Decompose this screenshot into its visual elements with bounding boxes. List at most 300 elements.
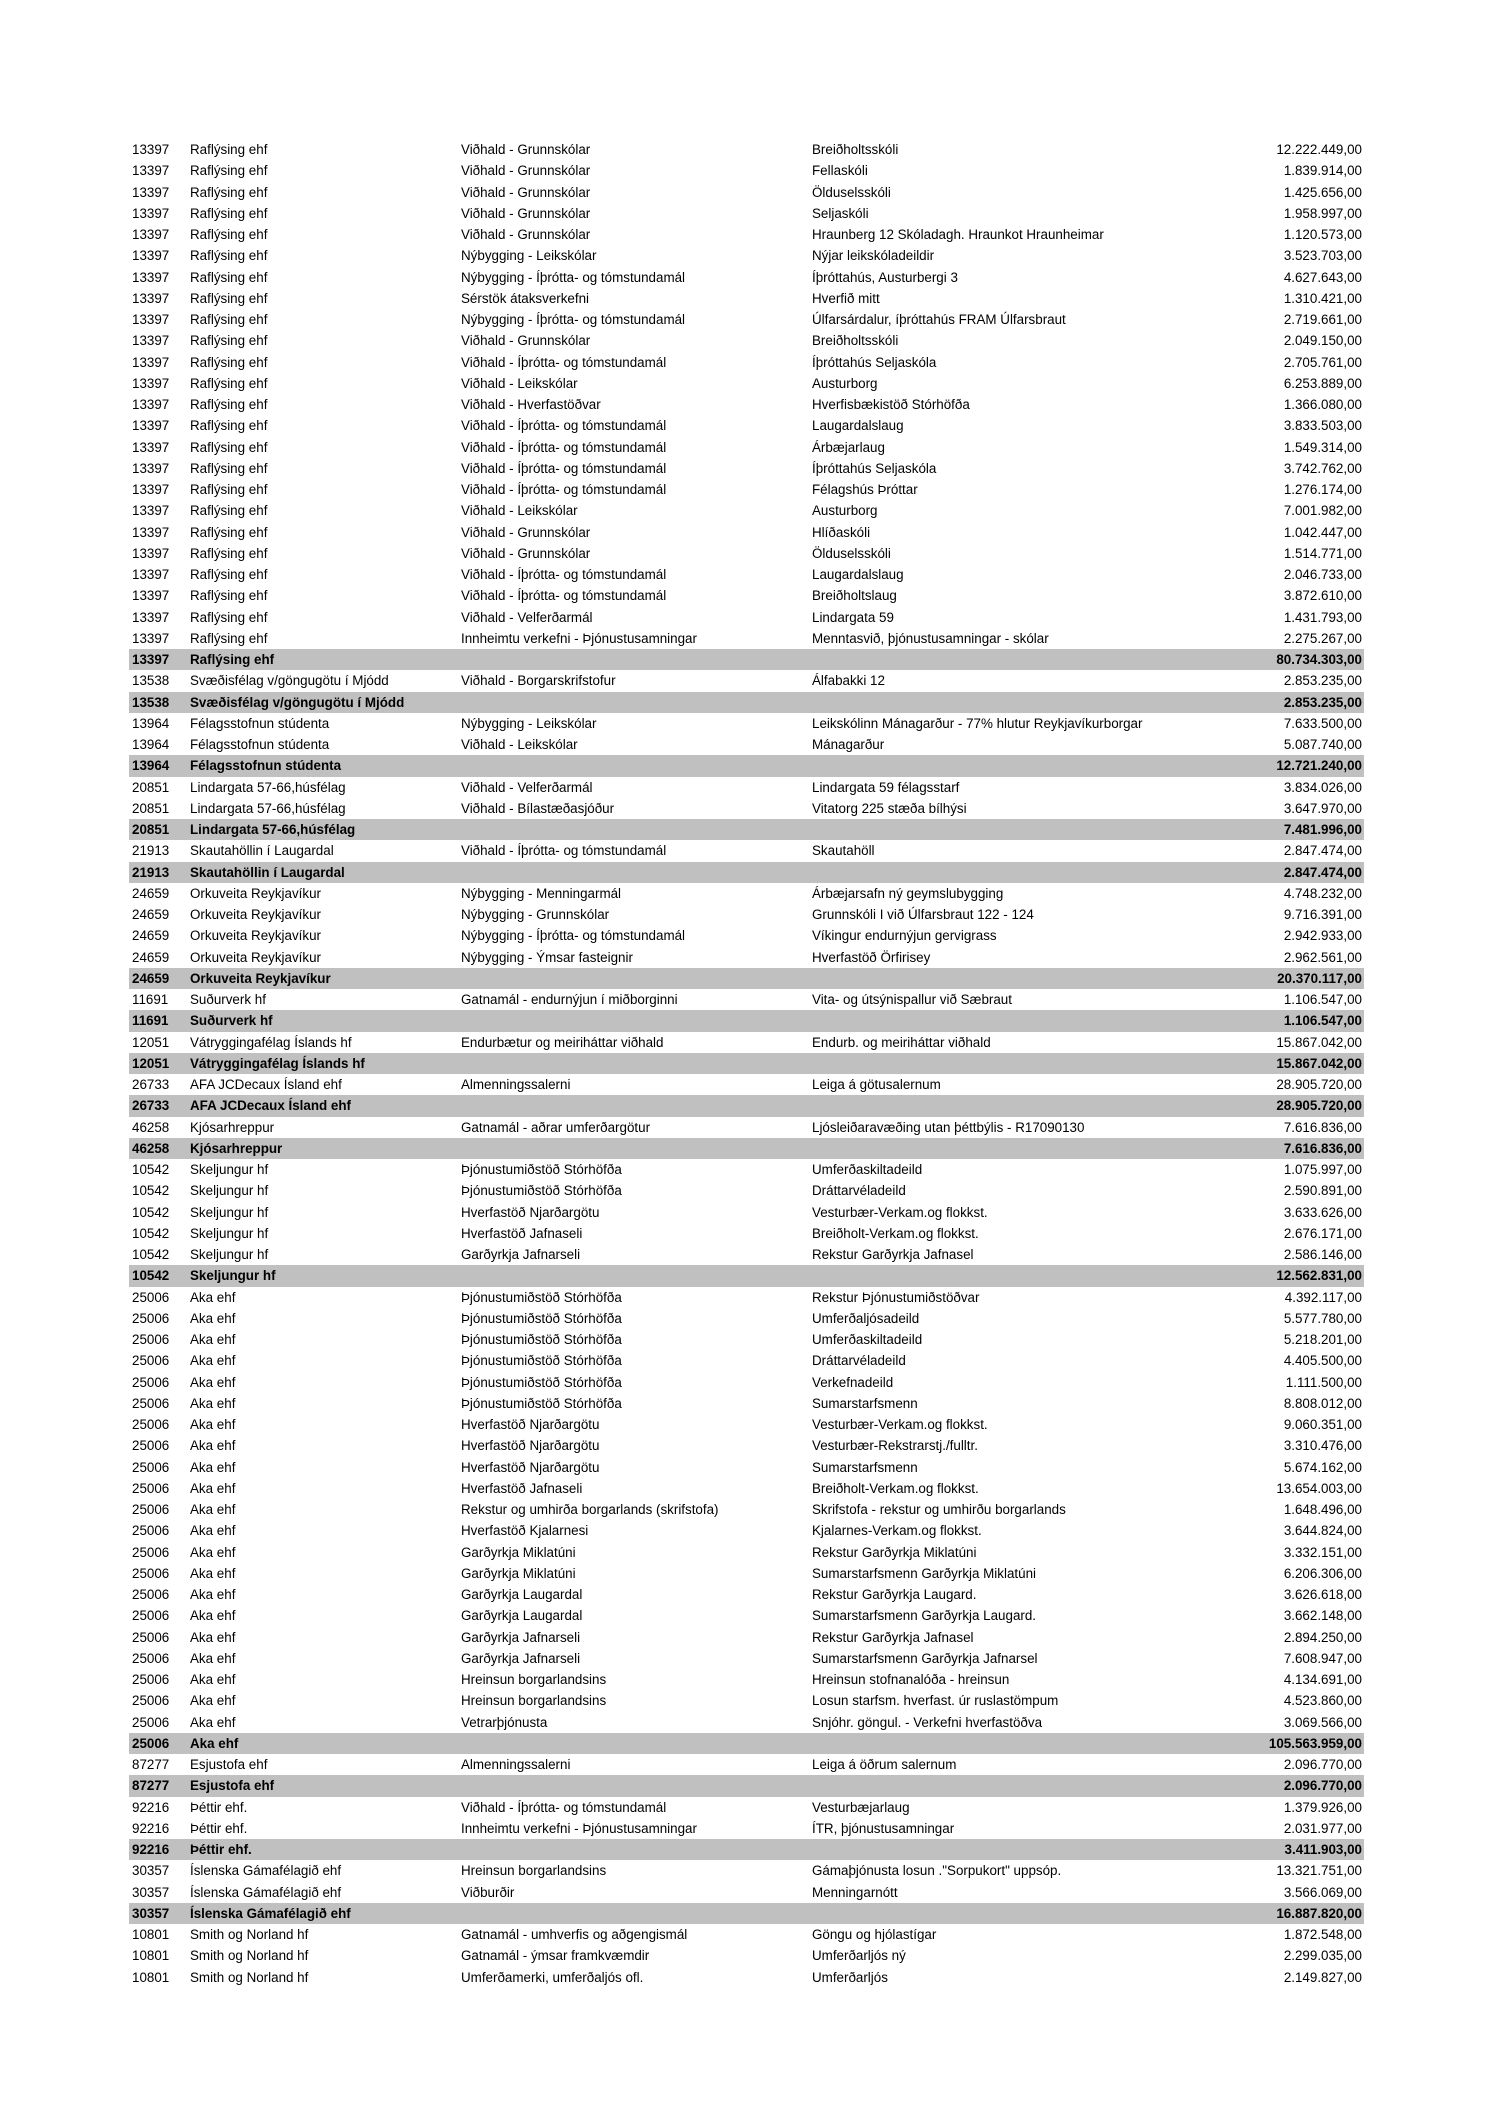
vendor-id-cell: 25006 — [132, 1587, 170, 1602]
vendor-name-cell: AFA JCDecaux Ísland ehf — [190, 1077, 342, 1092]
amount-cell: 1.549.314,00 — [1283, 439, 1362, 455]
vendor-name-cell: Raflýsing ehf — [190, 524, 268, 540]
vendor-name-cell: Íslenska Gámafélagið ehf — [190, 1863, 342, 1879]
category-cell: Nýbygging - Íþrótta- og tómstundamál — [461, 312, 686, 327]
vendor-name-cell: Skeljungur hf — [190, 1204, 269, 1220]
vendor-id-cell: 13397 — [132, 312, 170, 327]
vendor-id-cell: 13397 — [132, 418, 170, 434]
vendor-id-cell: 13397 — [132, 460, 170, 476]
vendor-id-cell: 25006 — [132, 1395, 170, 1411]
category-cell: Nýbygging - Menningarmál — [461, 885, 622, 901]
amount-cell: 2.590.891,00 — [1283, 1183, 1362, 1199]
table-row — [129, 1542, 1364, 1563]
project-cell: Hreinsun stofnanalóða - hreinsun — [812, 1672, 1010, 1687]
vendor-id-cell: 25006 — [132, 1629, 170, 1645]
project-cell: Menningarnótt — [812, 1884, 898, 1900]
vendor-name-cell: Lindargata 57-66,húsfélag — [190, 779, 346, 795]
vendor-name-cell: Aka ehf — [190, 1650, 236, 1666]
vendor-name-cell: Raflýsing ehf — [190, 248, 268, 264]
vendor-id-cell: 10542 — [132, 1204, 170, 1220]
vendor-name-cell: Orkuveita Reykjavíkur — [190, 970, 331, 986]
amount-cell: 3.626.618,00 — [1283, 1587, 1362, 1602]
vendor-name-cell: Raflýsing ehf — [190, 503, 268, 519]
amount-cell: 5.674.162,00 — [1283, 1459, 1362, 1475]
vendor-name-cell: Aka ehf — [190, 1310, 236, 1326]
amount-cell: 2.096.770,00 — [1283, 1778, 1362, 1794]
project-cell: Endurb. og meiriháttar viðhald — [812, 1034, 991, 1050]
amount-cell: 3.647.970,00 — [1283, 800, 1362, 816]
vendor-name-cell: Raflýsing ehf — [190, 439, 268, 455]
amount-cell: 4.405.500,00 — [1283, 1353, 1362, 1369]
vendor-name-cell: Íslenska Gámafélagið ehf — [190, 1905, 351, 1921]
vendor-name-cell: Skeljungur hf — [190, 1247, 269, 1262]
vendor-id-cell: 10542 — [132, 1268, 170, 1284]
amount-cell: 28.905.720,00 — [1276, 1077, 1362, 1092]
vendor-name-cell: Vátryggingafélag Íslands hf — [190, 1055, 365, 1071]
table-row — [129, 1712, 1364, 1733]
category-cell: Viðhald - Borgarskrifstofur — [461, 673, 616, 689]
amount-cell: 5.087.740,00 — [1283, 737, 1362, 752]
table-row — [129, 628, 1364, 649]
category-cell: Viðhald - Íþrótta- og tómstundamál — [461, 588, 667, 604]
vendor-name-cell: Aka ehf — [190, 1438, 236, 1454]
amount-cell: 7.001.982,00 — [1283, 503, 1362, 519]
vendor-id-cell: 13397 — [132, 375, 170, 391]
vendor-id-cell: 24659 — [132, 928, 170, 944]
table-row — [129, 543, 1364, 564]
amount-cell: 2.049.150,00 — [1283, 333, 1362, 349]
amount-cell: 1.872.548,00 — [1283, 1927, 1362, 1942]
subtotal-row — [129, 819, 1364, 840]
project-cell: Úlfarsárdalur, íþróttahús FRAM Úlfarsbraut — [812, 312, 1066, 327]
project-cell: Hlíðaskóli — [812, 524, 871, 540]
vendor-id-cell: 13397 — [132, 503, 170, 519]
subtotal-row — [129, 1839, 1364, 1860]
project-cell: Vesturbær-Verkam.og flokkst. — [812, 1417, 988, 1432]
amount-cell: 7.616.836,00 — [1283, 1140, 1362, 1156]
vendor-id-cell: 20851 — [132, 800, 170, 816]
table-row — [129, 1202, 1364, 1223]
project-cell: Vesturbær-Verkam.og flokkst. — [812, 1204, 988, 1220]
amount-cell: 28.905.720,00 — [1276, 1098, 1362, 1114]
amount-cell: 80.734.303,00 — [1276, 652, 1362, 667]
project-cell: Fellaskóli — [812, 163, 868, 179]
vendor-name-cell: Raflýsing ehf — [190, 354, 268, 370]
project-cell: Skrifstofa - rekstur og umhirðu borgarlands — [812, 1502, 1066, 1517]
vendor-id-cell: 10542 — [132, 1225, 170, 1241]
amount-cell: 2.676.171,00 — [1283, 1225, 1362, 1241]
category-cell: Hverfastöð Njarðargötu — [461, 1417, 600, 1432]
vendor-name-cell: Raflýsing ehf — [190, 652, 275, 667]
amount-cell: 16.887.820,00 — [1276, 1905, 1362, 1921]
table-row — [129, 1329, 1364, 1350]
vendor-name-cell: Aka ehf — [190, 1395, 236, 1411]
category-cell: Nýbygging - Ýmsar fasteignir — [461, 949, 633, 965]
category-cell: Vetrarþjónusta — [461, 1714, 548, 1730]
vendor-id-cell: 10542 — [132, 1247, 170, 1262]
category-cell: Viðhald - Leikskólar — [461, 737, 578, 752]
table-row — [129, 1074, 1364, 1095]
category-cell: Sérstök átaksverkefni — [461, 290, 590, 306]
amount-cell: 7.616.836,00 — [1283, 1119, 1362, 1135]
category-cell: Þjónustumiðstöð Stórhöfða — [461, 1162, 622, 1177]
vendor-name-cell: Raflýsing ehf — [190, 205, 268, 221]
amount-cell: 4.523.860,00 — [1283, 1693, 1362, 1709]
project-cell: Rekstur Garðyrkja Jafnasel — [812, 1629, 974, 1645]
amount-cell: 20.370.117,00 — [1277, 970, 1362, 986]
vendor-id-cell: 13538 — [132, 673, 170, 689]
amount-cell: 1.839.914,00 — [1283, 163, 1362, 179]
project-cell: Rekstur Garðyrkja Laugard. — [812, 1587, 977, 1602]
amount-cell: 2.299.035,00 — [1283, 1948, 1362, 1964]
vendor-name-cell: Raflýsing ehf — [190, 482, 268, 497]
table-row — [129, 1223, 1364, 1244]
table-row — [129, 1797, 1364, 1818]
table-row — [129, 1563, 1364, 1584]
category-cell: Hreinsun borgarlandsins — [461, 1863, 607, 1879]
category-cell: Þjónustumiðstöð Stórhöfða — [461, 1353, 622, 1369]
vendor-id-cell: 25006 — [132, 1693, 170, 1709]
table-row — [129, 734, 1364, 755]
vendor-name-cell: Raflýsing ehf — [190, 397, 268, 412]
table-row — [129, 139, 1364, 160]
table-row — [129, 203, 1364, 224]
project-cell: Lindargata 59 — [812, 609, 894, 625]
vendor-id-cell: 13397 — [132, 652, 170, 667]
vendor-id-cell: 13397 — [132, 248, 170, 264]
category-cell: Hreinsun borgarlandsins — [461, 1672, 607, 1687]
category-cell: Umferðamerki, umferðaljós ofl. — [461, 1969, 644, 1985]
project-cell: Umferðaskiltadeild — [812, 1332, 923, 1347]
vendor-name-cell: Raflýsing ehf — [190, 375, 268, 391]
vendor-name-cell: Aka ehf — [190, 1544, 236, 1560]
category-cell: Gatnamál - aðrar umferðargötur — [461, 1119, 651, 1135]
project-cell: Ölduselsskóli — [812, 184, 891, 200]
project-cell: Breiðholt-Verkam.og flokkst. — [812, 1480, 979, 1496]
table-row — [129, 437, 1364, 458]
project-cell: Álfabakki 12 — [812, 673, 885, 689]
amount-cell: 12.721.240,00 — [1276, 758, 1362, 774]
vendor-name-cell: Kjósarhreppur — [190, 1140, 283, 1156]
vendor-id-cell: 30357 — [132, 1863, 170, 1879]
table-row — [129, 1669, 1364, 1690]
category-cell: Almenningssalerni — [461, 1757, 571, 1772]
amount-cell: 2.705.761,00 — [1283, 354, 1362, 370]
category-cell: Þjónustumiðstöð Stórhöfða — [461, 1374, 622, 1390]
project-cell: Hverfisbækistöð Stórhöfða — [812, 397, 970, 412]
project-cell: Rekstur Garðyrkja Jafnasel — [812, 1247, 974, 1262]
amount-cell: 12.562.831,00 — [1276, 1268, 1362, 1284]
table-row — [129, 1032, 1364, 1053]
category-cell: Viðhald - Grunnskólar — [461, 184, 591, 200]
project-cell: Laugardalslaug — [812, 418, 904, 434]
project-cell: Hverfastöð Örfirisey — [812, 949, 931, 965]
table-row — [129, 1924, 1364, 1945]
amount-cell: 3.834.026,00 — [1283, 779, 1362, 795]
subtotal-row — [129, 692, 1364, 713]
project-cell: Grunnskóli I við Úlfarsbraut 122 - 124 — [812, 907, 1034, 922]
amount-cell: 3.069.566,00 — [1283, 1714, 1362, 1730]
amount-cell: 2.847.474,00 — [1283, 864, 1362, 880]
vendor-name-cell: Þéttir ehf. — [190, 1820, 248, 1836]
category-cell: Endurbætur og meiriháttar viðhald — [461, 1034, 664, 1050]
table-row — [129, 160, 1364, 181]
category-cell: Viðhald - Bílastæðasjóður — [461, 800, 615, 816]
table-row — [129, 1372, 1364, 1393]
category-cell: Viðhald - Grunnskólar — [461, 524, 591, 540]
vendor-name-cell: Aka ehf — [190, 1332, 236, 1347]
vendor-name-cell: Suðurverk hf — [190, 992, 266, 1007]
vendor-id-cell: 13397 — [132, 354, 170, 370]
category-cell: Nýbygging - Leikskólar — [461, 715, 597, 731]
vendor-name-cell: Kjósarhreppur — [190, 1119, 275, 1135]
category-cell: Hverfastöð Njarðargötu — [461, 1438, 600, 1454]
project-cell: Umferðaskiltadeild — [812, 1162, 923, 1177]
project-cell: Rekstur Þjónustumiðstöðvar — [812, 1289, 980, 1305]
table-row — [129, 1520, 1364, 1541]
table-row — [129, 713, 1364, 734]
vendor-name-cell: Esjustofa ehf — [190, 1757, 268, 1772]
vendor-id-cell: 87277 — [132, 1757, 170, 1772]
amount-cell: 2.046.733,00 — [1283, 567, 1362, 582]
amount-cell: 8.808.012,00 — [1283, 1395, 1362, 1411]
table-row — [129, 1605, 1364, 1626]
project-cell: Umferðaljósadeild — [812, 1310, 920, 1326]
project-cell: Íþróttahús, Austurbergi 3 — [812, 269, 958, 285]
subtotal-row — [129, 1733, 1364, 1754]
vendor-name-cell: AFA JCDecaux Ísland ehf — [190, 1098, 351, 1114]
amount-cell: 4.748.232,00 — [1283, 885, 1362, 901]
vendor-name-cell: Smith og Norland hf — [190, 1927, 309, 1942]
table-row — [129, 1882, 1364, 1903]
project-cell: Íþróttahús Seljaskóla — [812, 460, 937, 476]
table-row — [129, 1818, 1364, 1839]
project-cell: Umferðarljós ný — [812, 1948, 906, 1964]
category-cell: Rekstur og umhirða borgarlands (skrifstofa) — [461, 1502, 719, 1517]
project-cell: Umferðarljós — [812, 1969, 888, 1985]
table-row — [129, 1860, 1364, 1881]
vendor-id-cell: 25006 — [132, 1353, 170, 1369]
vendor-name-cell: Aka ehf — [190, 1735, 239, 1751]
category-cell: Hverfastöð Kjalarnesi — [461, 1523, 589, 1539]
category-cell: Viðhald - Leikskólar — [461, 375, 578, 391]
category-cell: Innheimtu verkefni - Þjónustusamningar — [461, 630, 697, 646]
project-cell: Íþróttahús Seljaskóla — [812, 354, 937, 370]
project-cell: Breiðholtsskóli — [812, 333, 899, 349]
vendor-name-cell: Aka ehf — [190, 1672, 236, 1687]
project-cell: Leiga á götusalernum — [812, 1077, 941, 1092]
vendor-name-cell: Esjustofa ehf — [190, 1778, 275, 1794]
subtotal-row — [129, 755, 1364, 776]
project-cell: Breiðholtsskóli — [812, 142, 899, 157]
vendor-name-cell: Raflýsing ehf — [190, 333, 268, 349]
amount-cell: 13.321.751,00 — [1276, 1863, 1362, 1879]
vendor-name-cell: Raflýsing ehf — [190, 290, 268, 306]
amount-cell: 3.332.151,00 — [1283, 1544, 1362, 1560]
vendor-id-cell: 12051 — [132, 1055, 170, 1071]
amount-cell: 1.276.174,00 — [1283, 482, 1362, 497]
vendor-name-cell: Félagsstofnun stúdenta — [190, 758, 342, 774]
category-cell: Hverfastöð Jafnaseli — [461, 1225, 583, 1241]
table-row — [129, 798, 1364, 819]
amount-cell: 1.514.771,00 — [1283, 545, 1362, 561]
category-cell: Viðhald - Grunnskólar — [461, 333, 591, 349]
vendor-name-cell: Raflýsing ehf — [190, 227, 268, 242]
vendor-id-cell: 13397 — [132, 588, 170, 604]
vendor-name-cell: Skeljungur hf — [190, 1268, 276, 1284]
subtotal-row — [129, 1053, 1364, 1074]
category-cell: Þjónustumiðstöð Stórhöfða — [461, 1183, 622, 1199]
vendor-name-cell: Smith og Norland hf — [190, 1948, 309, 1964]
table-row — [129, 1754, 1364, 1775]
project-cell: ÍTR, þjónustusamningar — [812, 1820, 955, 1836]
vendor-id-cell: 25006 — [132, 1672, 170, 1687]
table-row — [129, 1117, 1364, 1138]
table-row — [129, 224, 1364, 245]
vendor-name-cell: Raflýsing ehf — [190, 269, 268, 285]
vendor-name-cell: Svæðisfélag v/göngugötu í Mjódd — [190, 694, 405, 710]
vendor-name-cell: Raflýsing ehf — [190, 312, 268, 327]
vendor-name-cell: Aka ehf — [190, 1565, 236, 1581]
vendor-id-cell: 25006 — [132, 1544, 170, 1560]
vendor-id-cell: 13397 — [132, 567, 170, 582]
vendor-id-cell: 25006 — [132, 1608, 170, 1624]
project-cell: Dráttarvéladeild — [812, 1353, 906, 1369]
vendor-id-cell: 10801 — [132, 1969, 170, 1985]
vendor-id-cell: 25006 — [132, 1438, 170, 1454]
amount-cell: 1.120.573,00 — [1283, 227, 1362, 242]
vendor-id-cell: 46258 — [132, 1140, 170, 1156]
subtotal-row — [129, 968, 1364, 989]
vendor-id-cell: 13397 — [132, 397, 170, 412]
vendor-id-cell: 10542 — [132, 1162, 170, 1177]
amount-cell: 2.942.933,00 — [1283, 928, 1362, 944]
vendor-name-cell: Skeljungur hf — [190, 1183, 269, 1199]
category-cell: Garðyrkja Jafnarseli — [461, 1650, 581, 1666]
vendor-id-cell: 13397 — [132, 545, 170, 561]
category-cell: Viðhald - Íþrótta- og tómstundamál — [461, 1799, 667, 1815]
project-cell: Austurborg — [812, 375, 878, 391]
amount-cell: 5.218.201,00 — [1283, 1332, 1362, 1347]
vendor-name-cell: Aka ehf — [190, 1417, 236, 1432]
table-row — [129, 607, 1364, 628]
vendor-id-cell: 25006 — [132, 1565, 170, 1581]
amount-cell: 4.392.117,00 — [1284, 1289, 1362, 1305]
vendor-id-cell: 20851 — [132, 822, 170, 837]
amount-cell: 9.060.351,00 — [1283, 1417, 1362, 1432]
vendor-name-cell: Orkuveita Reykjavíkur — [190, 907, 321, 922]
category-cell: Garðyrkja Laugardal — [461, 1587, 583, 1602]
project-cell: Vita- og útsýnispallur við Sæbraut — [812, 992, 1012, 1007]
category-cell: Viðhald - Grunnskólar — [461, 205, 591, 221]
table-row — [129, 1393, 1364, 1414]
category-cell: Garðyrkja Jafnarseli — [461, 1247, 581, 1262]
category-cell: Nýbygging - Grunnskólar — [461, 907, 610, 922]
project-cell: Vesturbær-Rekstrarstj./fulltr. — [812, 1438, 978, 1454]
vendor-id-cell: 21913 — [132, 864, 170, 880]
category-cell: Hverfastöð Njarðargötu — [461, 1204, 600, 1220]
project-cell: Sumarstarfsmenn — [812, 1395, 918, 1411]
project-cell: Sumarstarfsmenn Garðyrkja Miklatúni — [812, 1565, 1036, 1581]
vendor-id-cell: 13397 — [132, 269, 170, 285]
amount-cell: 1.042.447,00 — [1283, 524, 1362, 540]
amount-cell: 3.566.069,00 — [1283, 1884, 1362, 1900]
vendor-name-cell: Raflýsing ehf — [190, 418, 268, 434]
vendor-id-cell: 24659 — [132, 949, 170, 965]
amount-cell: 1.431.793,00 — [1283, 609, 1362, 625]
project-cell: Nýjar leikskóladeildir — [812, 248, 935, 264]
vendor-id-cell: 13397 — [132, 630, 170, 646]
project-cell: Leikskólinn Mánagarður - 77% hlutur Reykjavíkurborgar — [812, 715, 1143, 731]
table-row — [129, 585, 1364, 606]
amount-cell: 2.962.561,00 — [1283, 949, 1362, 965]
category-cell: Gatnamál - ýmsar framkvæmdir — [461, 1948, 650, 1964]
payments-table — [129, 139, 1364, 1988]
table-row — [129, 840, 1364, 861]
table-row — [129, 670, 1364, 691]
table-row — [129, 1584, 1364, 1605]
vendor-name-cell: Orkuveita Reykjavíkur — [190, 949, 321, 965]
category-cell: Þjónustumiðstöð Stórhöfða — [461, 1332, 622, 1347]
project-cell: Hraunberg 12 Skóladagh. Hraunkot Hraunheimar — [812, 227, 1104, 242]
project-cell: Rekstur Garðyrkja Miklatúni — [812, 1544, 977, 1560]
vendor-id-cell: 26733 — [132, 1098, 170, 1114]
vendor-id-cell: 12051 — [132, 1034, 170, 1050]
category-cell: Nýbygging - Íþrótta- og tómstundamál — [461, 928, 686, 944]
vendor-name-cell: Aka ehf — [190, 1289, 236, 1305]
vendor-id-cell: 13397 — [132, 609, 170, 625]
vendor-name-cell: Raflýsing ehf — [190, 142, 268, 157]
project-cell: Víkingur endurnýjun gervigrass — [812, 928, 997, 944]
table-row — [129, 288, 1364, 309]
category-cell: Þjónustumiðstöð Stórhöfða — [461, 1395, 622, 1411]
project-cell: Verkefnadeild — [812, 1374, 894, 1390]
vendor-name-cell: Raflýsing ehf — [190, 630, 268, 646]
amount-cell: 1.111.500,00 — [1285, 1374, 1362, 1390]
subtotal-row — [129, 1010, 1364, 1031]
vendor-id-cell: 92216 — [132, 1820, 170, 1836]
amount-cell: 2.275.267,00 — [1283, 630, 1362, 646]
vendor-id-cell: 24659 — [132, 885, 170, 901]
category-cell: Viðburðir — [461, 1884, 515, 1900]
category-cell: Hreinsun borgarlandsins — [461, 1693, 607, 1709]
project-cell: Vesturbæjarlaug — [812, 1799, 910, 1815]
table-row — [129, 415, 1364, 436]
table-row — [129, 458, 1364, 479]
amount-cell: 1.379.926,00 — [1283, 1799, 1362, 1815]
table-row — [129, 777, 1364, 798]
vendor-id-cell: 13397 — [132, 184, 170, 200]
amount-cell: 1.648.496,00 — [1283, 1502, 1362, 1517]
project-cell: Losun starfsm. hverfast. úr ruslastömpum — [812, 1693, 1059, 1709]
vendor-name-cell: Skeljungur hf — [190, 1225, 269, 1241]
amount-cell: 1.958.997,00 — [1283, 205, 1362, 221]
subtotal-row — [129, 1775, 1364, 1796]
amount-cell: 5.577.780,00 — [1283, 1310, 1362, 1326]
category-cell: Garðyrkja Miklatúni — [461, 1565, 576, 1581]
vendor-id-cell: 13397 — [132, 290, 170, 306]
project-cell: Seljaskóli — [812, 205, 869, 221]
amount-cell: 105.563.959,00 — [1268, 1735, 1362, 1751]
vendor-name-cell: Félagsstofnun stúdenta — [190, 715, 330, 731]
category-cell: Viðhald - Hverfastöðvar — [461, 397, 601, 412]
category-cell: Viðhald - Íþrótta- og tómstundamál — [461, 482, 667, 497]
table-row — [129, 1478, 1364, 1499]
table-row — [129, 182, 1364, 203]
subtotal-row — [129, 1138, 1364, 1159]
project-cell: Hverfið mitt — [812, 290, 880, 306]
vendor-name-cell: Lindargata 57-66,húsfélag — [190, 800, 346, 816]
